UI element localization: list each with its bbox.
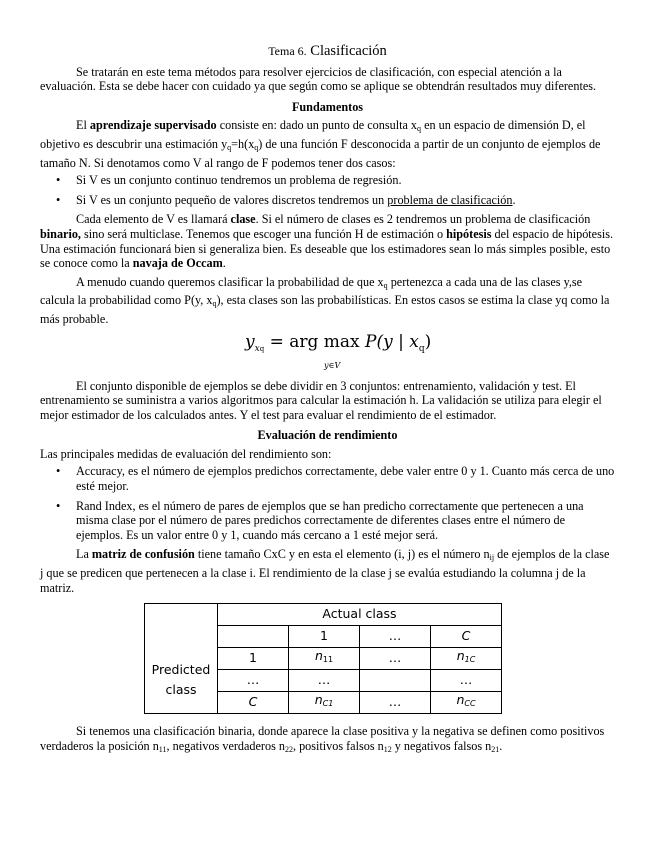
bullet-icon: •	[56, 498, 61, 513]
document-page	[40, 44, 615, 757]
matrix-cell: …	[431, 670, 502, 692]
measures-list	[40, 464, 615, 542]
title-main: Clasificación	[310, 43, 387, 59]
matrix-cell: …	[360, 648, 431, 670]
paragraph-confusion-matrix: La matriz de confusión tiene tamaño CxC y en esta el elemento (i, j) es el número $n_{ij}$ de ejemplos de la clase j que se predicen que pertenecen a la clase i. El rendimiento de la clase j se evalúa estudiando la columna j de la matriz.	[40, 547, 610, 595]
list-item: • Si V es un conjunto continuo tendremos un problema de regresión.	[56, 173, 402, 188]
cases-list	[40, 173, 615, 207]
matrix-cell	[360, 670, 431, 692]
page-title	[40, 44, 615, 59]
matrix-cell: $n_{C1}$	[289, 692, 360, 714]
bullet-icon: •	[56, 464, 61, 479]
bullet-icon: •	[56, 192, 61, 207]
matrix-cell: $n_{1C}$	[431, 648, 502, 670]
paragraph-measures-intro: Las principales medidas de evaluación del rendimiento son:	[40, 446, 332, 461]
title-prefix: Tema 6.	[268, 44, 307, 58]
list-item: • Rand Index, es el número de pares de ejemplos que se han predicho correctamente que pertenecen a una misma clase por el número de pares predichos correctamente de diferentes clases entre el número de ejemplos. Es un valor entre 0 y 1, cuando más cercano a 1 esté mejor será.	[56, 498, 584, 542]
column-header: C	[461, 628, 471, 644]
matrix-cell: $n_{11}$	[289, 648, 360, 670]
row-label: C	[218, 692, 289, 714]
section-heading-evaluacion: Evaluación de rendimiento	[257, 428, 398, 443]
argmax-formula: $y_{xq}$ = arg max P(y | $x_q$) y∈V	[40, 329, 615, 371]
list-item: • Accuracy, es el número de ejemplos predichos correctamente, debe valer entre 0 y 1. Cuanto más cerca de uno esté mejor.	[56, 464, 615, 494]
confusion-matrix-table	[144, 603, 502, 714]
paragraph-classes: Cada elemento de V es llamará clase. Si el número de clases es 2 tendremos un problema de clasificación binario, sino será multiclase. Tenemos que escoger una función H de estimación o hipótesis del espacio de hipótesis. Una estimación funcionará bien si generaliza bien. Es deseable que los estimadores sean lo más simples posible, esto se conoce como la navaja de Occam.	[40, 212, 614, 271]
row-label: 1	[218, 648, 289, 670]
row-label: …	[218, 670, 289, 692]
actual-class-header: Actual class	[218, 604, 502, 626]
paragraph-datasets: El conjunto disponible de ejemplos se debe dividir en 3 conjuntos: entrenamiento, validación y test. El entrenamiento se suministra a varios algoritmos para calcular la estimación h. La validación se utiliza para elegir el mejor estimador de los calculados antes. Y el test para evaluar el rendimiento de el estimador.	[40, 378, 602, 422]
column-header: 1	[289, 626, 360, 648]
matrix-cell: …	[289, 670, 360, 692]
matrix-cell: $n_{CC}$	[431, 692, 502, 714]
list-item: • Si V es un conjunto pequeño de valores discretos tendremos un problema de clasificación.	[56, 192, 516, 207]
paragraph-probability: A menudo cuando queremos clasificar la probabilidad de que $x_q$ pertenezca a cada una de las clases y,se calcula la probabilidad como P(y, $x_q$), esta clases son las probabilísticas. En estos casos se estima la clase yq como la más probable.	[40, 274, 610, 326]
predicted-class-header: Predicted class	[145, 648, 218, 714]
formula-subscript: y∈V	[324, 360, 341, 370]
section-heading-fundamentos: Fundamentos	[291, 99, 364, 114]
paragraph-supervised: El aprendizaje supervisado consiste en: dado un punto de consulta $x_q$ en un espacio de dimensión D, el objetivo es descubrir una estimación $y_q=h(x_q)$ de una función F desconocida a partir de un conjunto de ejemplos de tamaño N. Si denotamos como V al rango de F podemos tener dos casos:	[40, 118, 601, 170]
intro-paragraph: Se tratarán en este tema métodos para resolver ejercicios de clasificación, con especial atención a la evaluación. Esta se debe hacer con cuidado ya que según como se aplique se obtendrán resultados muy diferentes.	[40, 64, 597, 94]
bullet-icon: •	[56, 173, 61, 188]
classification-link[interactable]: problema de clasificación	[387, 192, 513, 207]
paragraph-binary: Si tenemos una clasificación binaria, donde aparece la clase positiva y la negativa se definen como positivos verdaderos la posición $n_{11}$, negativos verdaderos $n_{22}$, positivos falsos $n_{12}$ y negativos falsos $n_{21}$.	[40, 724, 605, 754]
column-header: …	[360, 626, 431, 648]
matrix-cell: …	[360, 692, 431, 714]
